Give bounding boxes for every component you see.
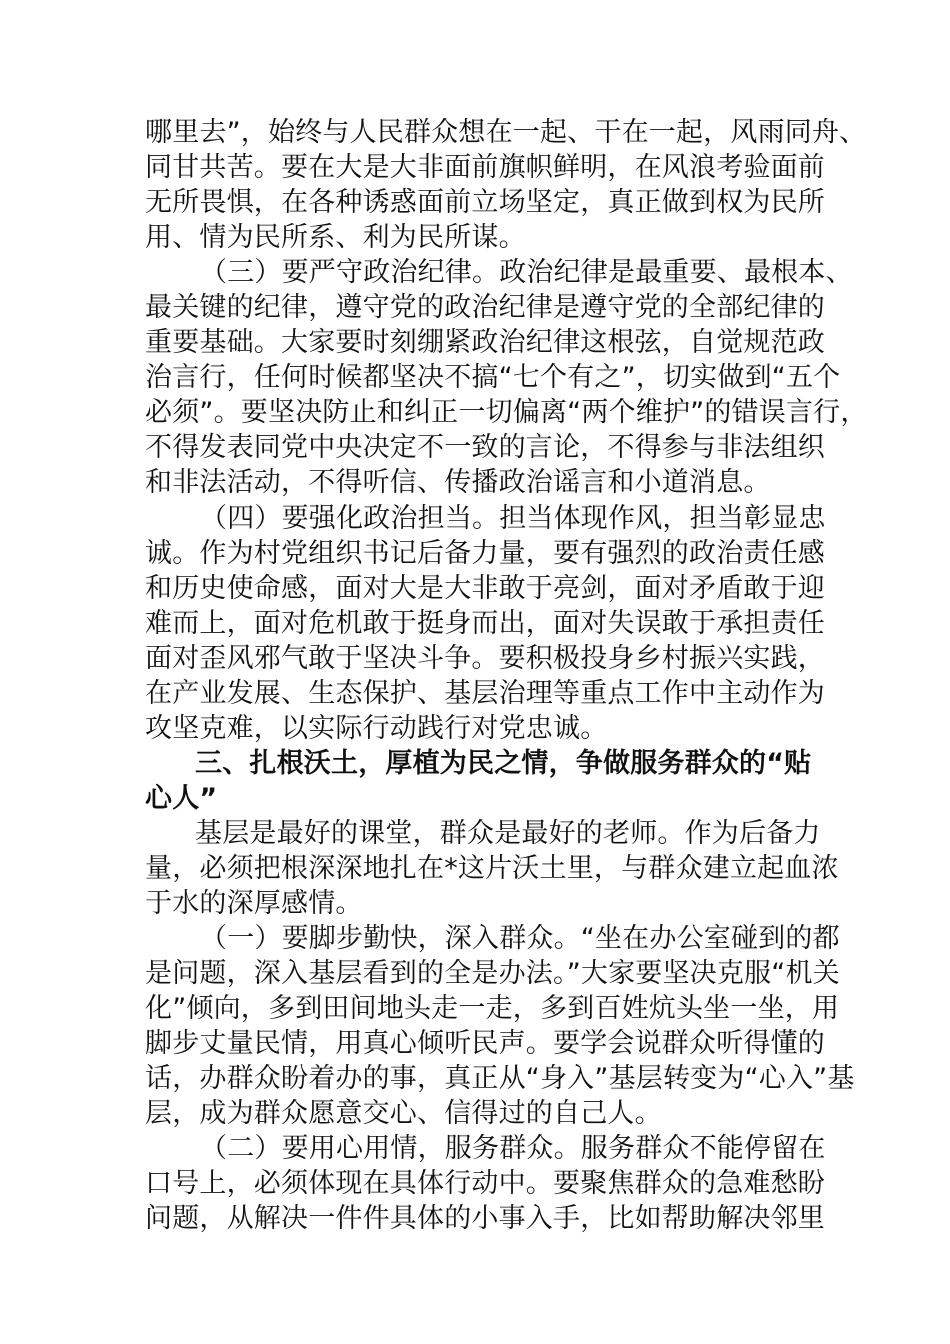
text-line: 哪里去”，始终与人民群众想在一起、干在一起，风雨同舟、 [145,117,867,148]
text-line: 必须”。要坚决防止和纠正一切偏离“两个维护”的错误言行， [145,397,868,428]
text-line: 最关键的纪律，遵守党的政治纪律是遵守党的全部纪律的 [145,292,825,323]
section-title: 三、扎根沃土，厚植为民之情，争做服务群众的“贴 [195,748,812,779]
text-line: 和历史使命感，面对大是大非敢于亮剑，面对矛盾敢于迎 [145,573,825,604]
section-heading-3: （三）要严守政治纪律。政治纪律是最重要、最根本、 [200,257,853,288]
text-line: 脚步丈量民情，用真心倾听民声。要学会说群众听得懂的 [145,1028,825,1059]
text-line: 面对歪风邪气敢于坚决斗争。要积极投身乡村振兴实践， [145,643,825,674]
text-line: 同甘共苦。要在大是大非面前旗帜鲜明，在风浪考验面前 [145,152,825,183]
text-line: 用、情为民所系、利为民所谋。 [145,222,526,253]
paragraph-start: 基层是最好的课堂，群众是最好的老师。作为后备力 [195,818,821,849]
section-heading-1: （一）要脚步勤快，深入群众。“坐在办公室碰到的都 [200,923,840,954]
section-heading-4: （四）要强化政治担当。担当体现作风，担当彰显忠 [200,503,826,534]
text-line: 是问题，深入基层看到的全是办法。”大家要坚决克服“机关 [145,958,840,989]
text-line: 口号上，必须体现在具体行动中。要聚焦群众的急难愁盼 [145,1168,825,1199]
text-line: 和非法活动，不得听信、传播政治谣言和小道消息。 [145,467,771,498]
text-line: 层，成为群众愿意交心、信得过的自己人。 [145,1098,662,1129]
text-line: 问题，从解决一件件具体的小事入手，比如帮助解决邻里 [145,1203,825,1234]
text-line: 攻坚克难，以实际行动践行对党忠诚。 [145,713,608,744]
text-line: 话，办群众盼着办的事，真正从“身入”基层转变为“心入”基 [145,1063,855,1094]
text-line: 不得发表同党中央决定不一致的言论，不得参与非法组织 [145,432,825,463]
text-line: 量，必须把根深深地扎在*这片沃土里，与群众建立起血浓 [145,853,839,884]
text-line: 在产业发展、生态保护、基层治理等重点工作中主动作为 [145,678,825,709]
text-line: 化”倾向，多到田间地头走一走，多到百姓炕头坐一坐，用 [145,993,840,1024]
text-line: 难而上，面对危机敢于挺身而出，面对失误敢于承担责任 [145,608,825,639]
text-line: 重要基础。大家要时刻绷紧政治纪律这根弦，自觉规范政 [145,327,825,358]
text-line: 治言行，任何时候都坚决不搞“七个有之”，切实做到“五个 [145,362,841,393]
text-line: 于水的深厚感情。 [145,888,363,919]
text-line: 无所畏惧，在各种诱惑面前立场坚定，真正做到权为民所 [145,187,825,218]
section-heading-2: （二）要用心用情，服务群众。服务群众不能停留在 [200,1133,826,1164]
text-line: 诚。作为村党组织书记后备力量，要有强烈的政治责任感 [145,538,825,569]
section-title-continued: 心人” [145,783,218,814]
